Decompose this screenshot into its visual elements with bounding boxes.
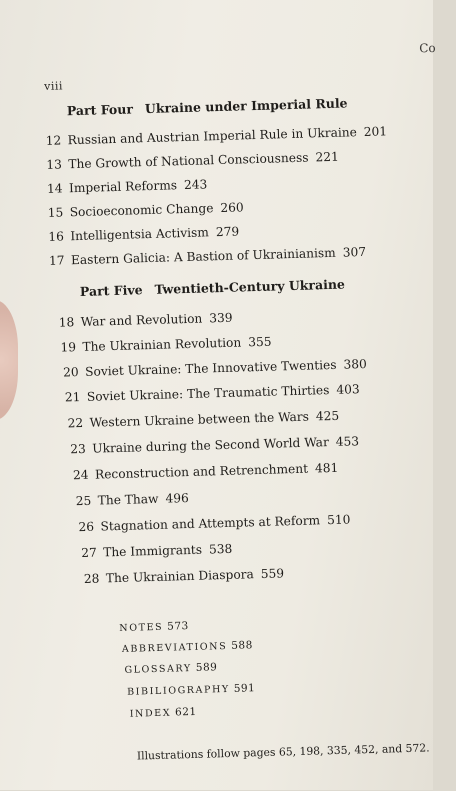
toc-entry[interactable]	[46, 150, 339, 172]
part-heading	[67, 95, 348, 118]
chapter-number: 16	[48, 229, 65, 244]
chapter-page: 496	[165, 491, 189, 506]
chapter-title: Soviet Ukraine: The Innovative Twenties	[84, 357, 337, 379]
chapter-title: Reconstruction and Retrenchment	[94, 461, 309, 482]
back-matter-title: BIBILIOGRAPHY	[126, 683, 230, 698]
chapter-page: 355	[248, 334, 272, 350]
part-label: Part Five	[79, 282, 143, 299]
chapter-number: 22	[67, 415, 84, 431]
chapter-number: 14	[46, 181, 63, 196]
back-matter-page: 621	[174, 705, 197, 719]
chapter-page: 307	[342, 244, 367, 260]
chapter-title: Russian and Austrian Imperial Rule in Ukraine	[67, 125, 357, 148]
part-title: Twentieth-Century Ukraine	[154, 276, 346, 297]
chapter-title: The Immigrants	[103, 542, 203, 560]
chapter-title: Eastern Galicia: A Bastion of Ukrainianism	[70, 245, 336, 268]
back-matter-page: 591	[233, 682, 256, 695]
chapter-title: Western Ukraine between the Wars	[89, 409, 310, 430]
chapter-title: Stagnation and Attempts at Reform	[100, 513, 321, 534]
back-matter-entry[interactable]	[130, 706, 197, 720]
toc-entry[interactable]	[48, 225, 239, 244]
chapter-title: War and Revolution	[80, 311, 203, 329]
chapter-number: 18	[58, 315, 75, 330]
chapter-number: 12	[45, 133, 62, 148]
toc-entry[interactable]	[49, 245, 366, 268]
back-matter-title: GLOSSARY	[124, 662, 192, 676]
back-matter-title: INDEX	[129, 707, 172, 720]
chapter-title: The Ukrainian Revolution	[82, 335, 242, 354]
chapter-number: 21	[64, 389, 81, 405]
chapter-number: 20	[62, 365, 79, 380]
chapter-title: The Growth of National Consciousness	[68, 150, 309, 172]
chapter-page: 510	[326, 512, 351, 528]
toc-entry[interactable]	[47, 177, 208, 195]
chapter-title: Imperial Reforms	[68, 178, 178, 196]
toc-entry[interactable]	[67, 409, 339, 431]
back-matter-page: 588	[231, 639, 253, 652]
chapter-page: 243	[183, 177, 208, 193]
toc-entry[interactable]	[59, 311, 233, 330]
illustrations-note: Illustrations follow pages 65, 198, 335, 452, and 572.	[136, 741, 430, 763]
back-matter-entry[interactable]	[127, 682, 256, 698]
part-label: Part Four	[66, 101, 134, 119]
chapter-page: 403	[336, 382, 360, 397]
back-matter-title: NOTES	[119, 621, 164, 634]
toc-entry[interactable]	[48, 200, 244, 219]
back-matter-page: 573	[167, 620, 189, 633]
chapter-number: 24	[72, 467, 89, 483]
chapter-title: The Thaw	[97, 491, 159, 508]
chapter-number: 27	[81, 545, 97, 561]
chapter-number: 28	[83, 571, 100, 586]
chapter-page: 380	[343, 356, 367, 372]
toc-entry[interactable]	[81, 542, 232, 560]
part-title: Ukraine under Imperial Rule	[144, 95, 348, 117]
part-heading	[80, 277, 345, 299]
chapter-number: 17	[48, 253, 65, 268]
chapter-number: 19	[60, 340, 77, 355]
chapter-title: Soviet Ukraine: The Traumatic Thirties	[86, 383, 330, 404]
back-matter-entry[interactable]	[122, 639, 253, 655]
page-number: viii	[43, 79, 64, 93]
chapter-number: 26	[78, 519, 95, 535]
toc-entry[interactable]	[76, 491, 189, 508]
back-matter-entry[interactable]	[124, 661, 217, 676]
toc-entry[interactable]	[65, 382, 360, 404]
facing-page-text: Co	[419, 40, 436, 56]
chapter-title: The Ukrainian Diaspora	[105, 567, 254, 586]
chapter-number: 25	[75, 493, 92, 509]
back-matter-title: ABBREVIATIONS	[121, 640, 228, 655]
chapter-title: Ukraine during the Second World War	[92, 435, 329, 456]
back-matter-entry[interactable]	[119, 620, 189, 634]
toc-entry[interactable]	[78, 513, 350, 535]
chapter-page: 260	[220, 200, 244, 216]
chapter-page: 559	[260, 566, 285, 582]
chapter-page: 339	[209, 310, 233, 326]
toc-entry[interactable]	[46, 124, 388, 148]
chapter-page: 453	[335, 434, 360, 449]
chapter-number: 15	[47, 205, 64, 220]
chapter-title: Intelligentsia Activism	[70, 225, 210, 244]
toc-entry[interactable]	[84, 566, 284, 586]
chapter-title: Socioeconomic Change	[69, 201, 214, 220]
chapter-page: 538	[208, 541, 233, 557]
chapter-page: 279	[215, 224, 240, 240]
toc-entry[interactable]	[73, 461, 339, 482]
chapter-page: 201	[363, 124, 388, 139]
chapter-number: 23	[70, 441, 87, 457]
chapter-number: 13	[46, 157, 63, 172]
chapter-page: 481	[314, 460, 339, 476]
toc-entry[interactable]	[63, 357, 367, 379]
back-matter-page: 589	[195, 661, 218, 674]
toc-entry[interactable]	[70, 434, 359, 456]
chapter-page: 425	[315, 408, 340, 424]
toc-entry[interactable]	[60, 335, 271, 355]
chapter-page: 221	[315, 149, 339, 165]
